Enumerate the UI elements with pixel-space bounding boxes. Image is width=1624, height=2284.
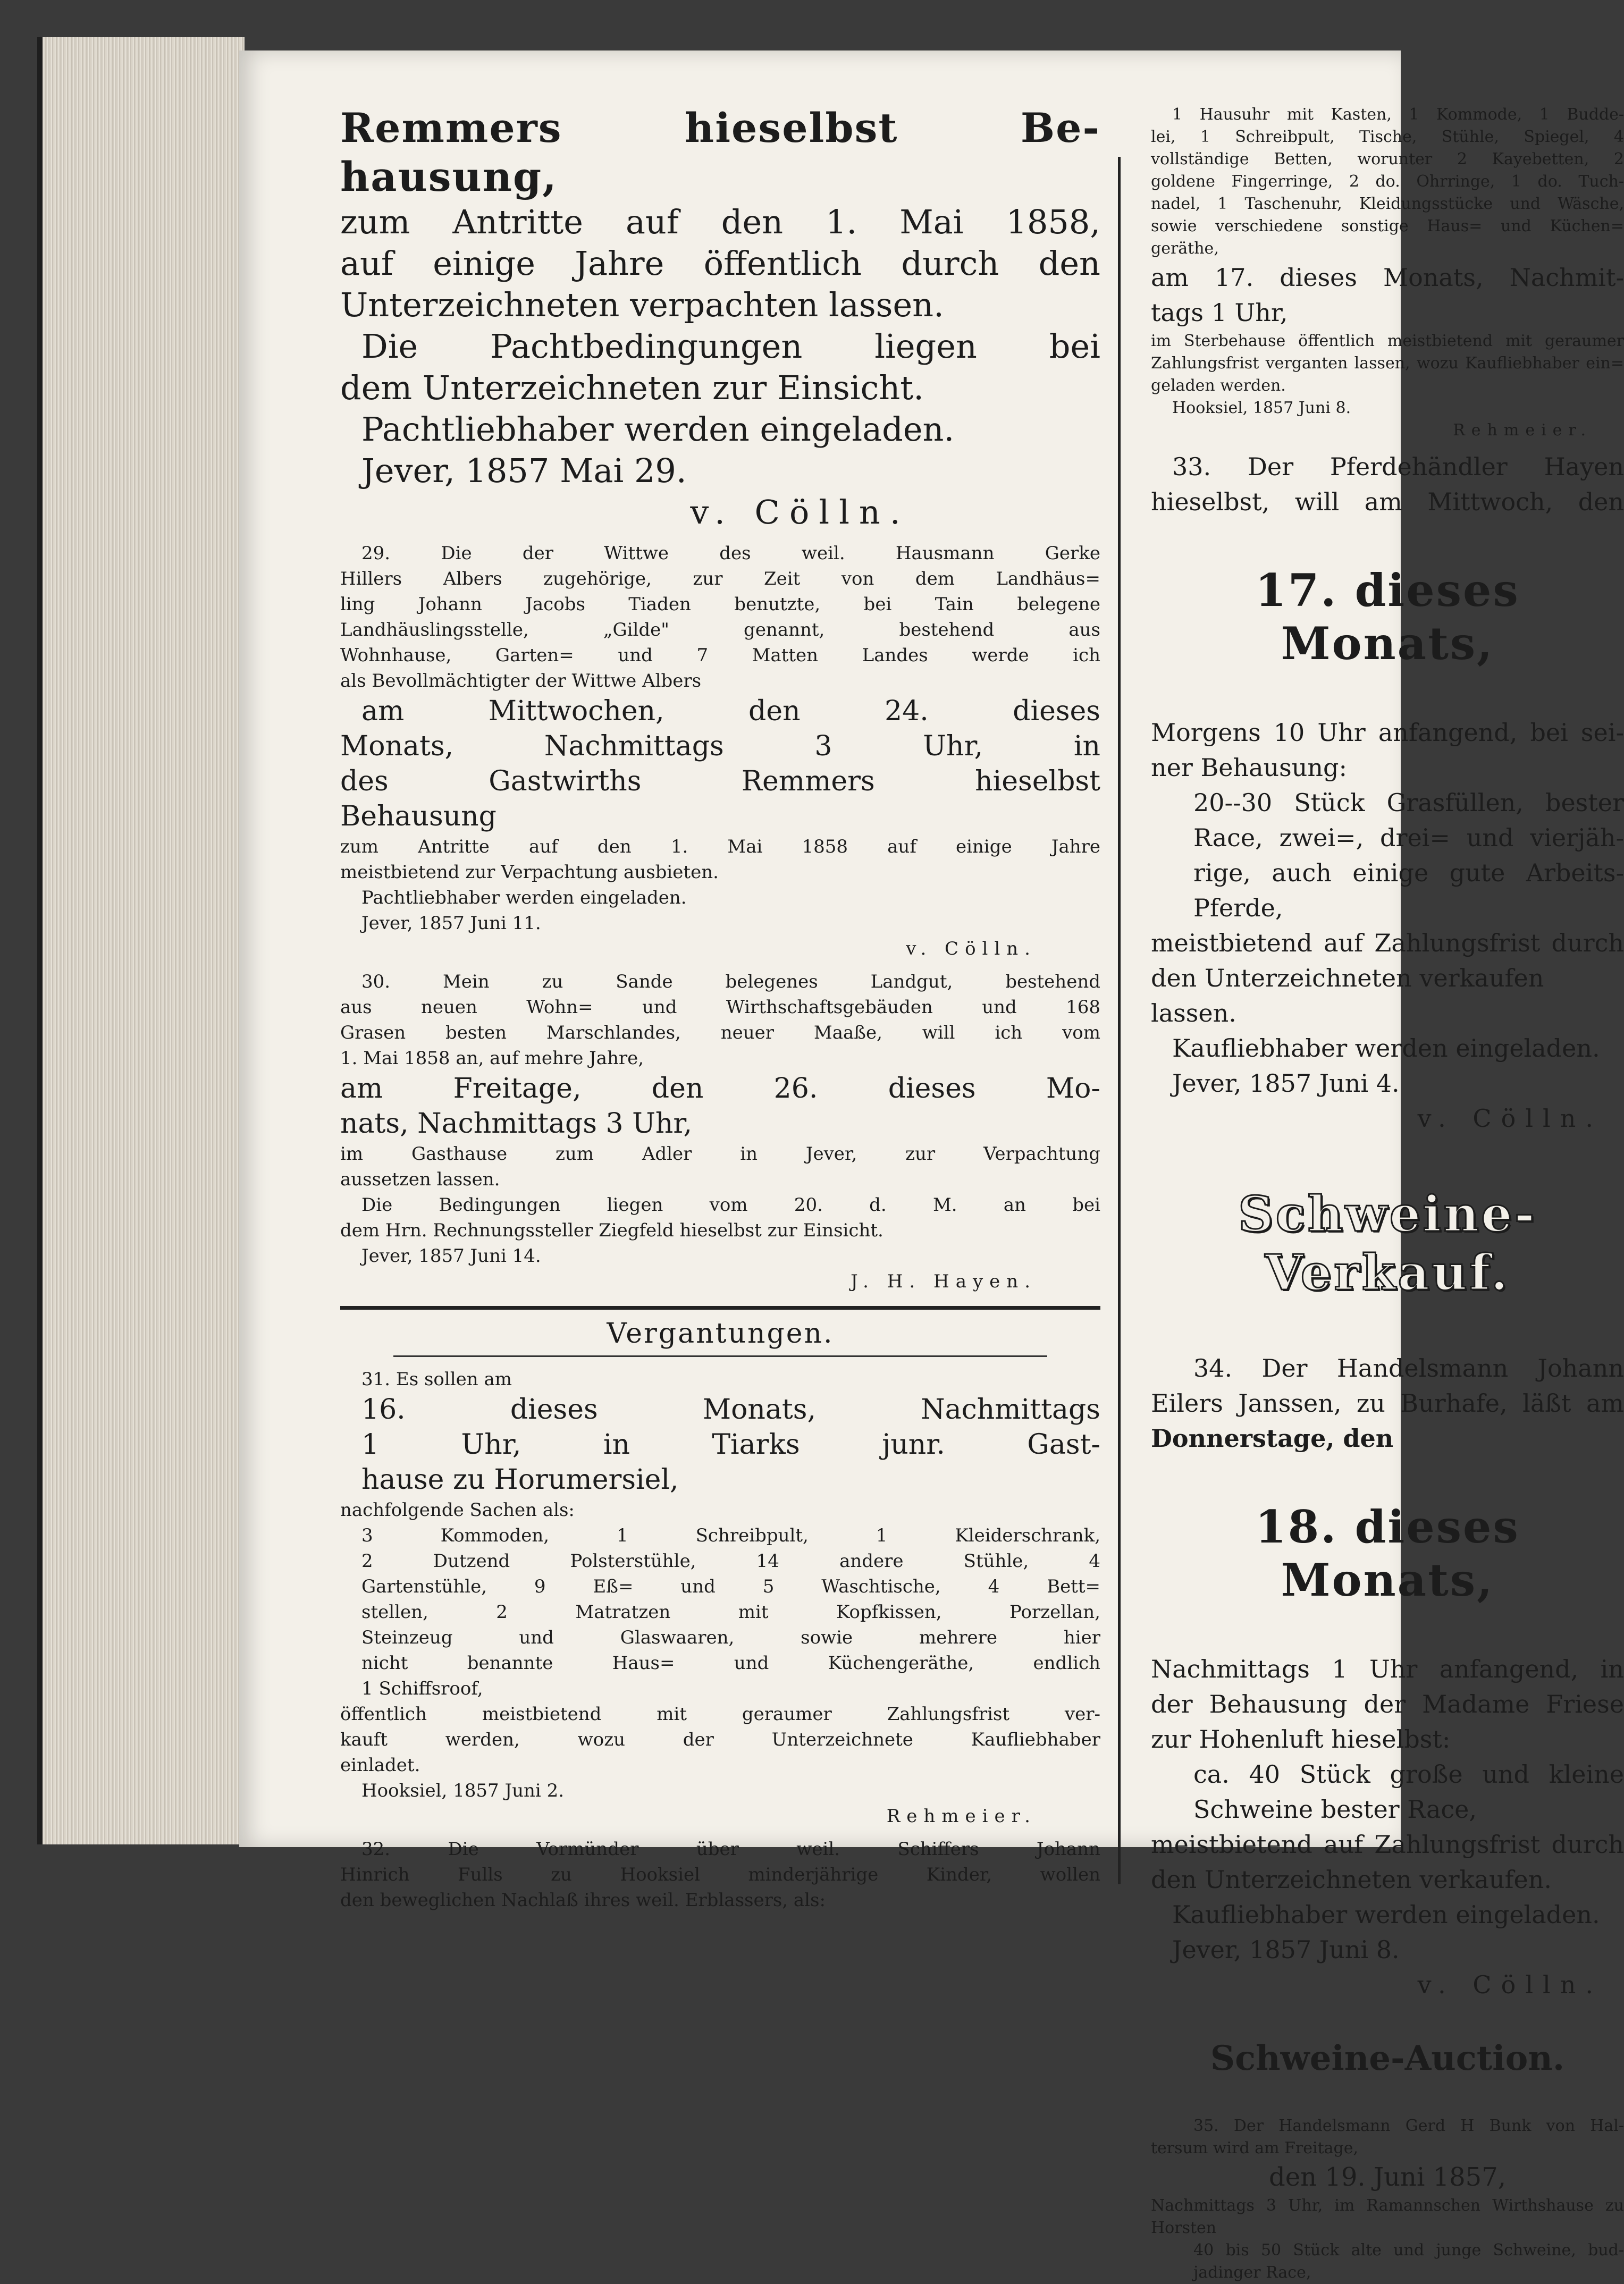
- notice-33-text: ner Behausung:: [1151, 753, 1347, 782]
- notice-30-emphasis: nats, Nachmittags 3 Uhr,: [340, 1108, 693, 1140]
- notice-32-continued: sowie verschiedene sonstige Haus= und Küchen=: [1151, 217, 1624, 235]
- book-page-edges: [37, 37, 245, 1844]
- left-column: [340, 104, 1100, 1913]
- notice-32-continued: nadel, 1 Taschenuhr, Kleidungsstücke und Wäsche,: [1151, 195, 1624, 213]
- notice-31-text: kauft werden, wozu der Unterzeichnete Kaufliebhaber: [340, 1729, 1100, 1750]
- notice-31-item: Gartenstühle, 9 Eß= und 5 Waschtische, 4 Bett=: [361, 1576, 1100, 1597]
- notice-33-text: 33. Der Pferdehändler Hayen: [1172, 452, 1624, 481]
- notice-29-emphasis: Monats, Nachmittags 3 Uhr, in: [340, 730, 1100, 762]
- notice-34-title: 18. dieses Monats,: [1255, 1501, 1520, 1606]
- notice-32-text: den beweglichen Nachlaß ihres weil. Erblassers, als:: [340, 1890, 826, 1911]
- notice-29-text: 29. Die der Wittwe des weil. Hausmann Gerke: [361, 543, 1100, 564]
- notice-32-text: 32. Die Vormünder über weil. Schiffers Johann: [361, 1839, 1100, 1860]
- notice-34-text: zur Hohenluft hieselbst:: [1151, 1725, 1451, 1754]
- section-divider: [340, 1306, 1100, 1310]
- notice-35-item: 40 bis 50 Stück alte und junge Schweine, bud-: [1193, 2241, 1624, 2260]
- notice-31-item: 2 Dutzend Polsterstühle, 14 andere Stühle, 4: [361, 1550, 1100, 1572]
- notice-text: zum Antritte auf den 1. Mai 1858,: [340, 203, 1100, 241]
- section-heading: Vergantungen.: [393, 1316, 1047, 1357]
- notice-30-text: aus neuen Wohn= und Wirthschaftsgebäuden und 168: [340, 997, 1100, 1018]
- auction-title: Schweine-Auction.: [1210, 2038, 1565, 2078]
- notice-34-text: den Unterzeichneten verkaufen.: [1151, 1865, 1552, 1894]
- headline-line: hausung,: [340, 153, 558, 200]
- notice-33-item: Pferde,: [1193, 894, 1283, 922]
- notice-date: Jever, 1857 Mai 29.: [361, 451, 687, 490]
- notice-34-text: Kaufliebhaber werden eingeladen.: [1172, 1900, 1600, 1929]
- notice-31-item: stellen, 2 Matratzen mit Kopfkissen, Porzellan,: [361, 1602, 1100, 1623]
- notice-30-date: Jever, 1857 Juni 14.: [361, 1245, 541, 1267]
- newspaper-page: [239, 50, 1624, 2282]
- notice-32-text: im Sterbehause öffentlich meistbietend mit geraumer: [1151, 332, 1624, 350]
- notice-34-signature: v. Cölln.: [1417, 1970, 1603, 1999]
- notice-35-date: den 19. Juni 1857,: [1269, 2162, 1506, 2192]
- notice-32-text: geladen werden.: [1151, 376, 1286, 395]
- notice-31-item: Steinzeug und Glaswaaren, sowie mehrere hier: [361, 1627, 1100, 1648]
- notice-33-date: Jever, 1857 Juni 4.: [1172, 1069, 1400, 1098]
- notice-29-text: Landhäuslingsstelle, „Gilde" genannt, bestehend aus: [340, 619, 1100, 640]
- notice-29-date: Jever, 1857 Juni 11.: [361, 913, 541, 934]
- notice-34-text: Nachmittags 1 Uhr anfangend, in: [1151, 1655, 1624, 1683]
- notice-30-signature: J. H. Hayen.: [851, 1271, 1037, 1292]
- notice-34-text: meistbietend auf Zahlungsfrist durch: [1151, 1830, 1624, 1859]
- notice-34-text: 34. Der Handelsmann Johann: [1193, 1354, 1624, 1383]
- sale-title: Schweine-Verkauf.: [1238, 1185, 1537, 1301]
- notice-31-text: 31. Es sollen am: [361, 1369, 512, 1390]
- notice-30-text: 30. Mein zu Sande belegenes Landgut, bestehend: [361, 971, 1100, 992]
- notice-33-text: den Unterzeichneten verkaufen lassen.: [1151, 964, 1544, 1027]
- notice-33-text: Morgens 10 Uhr anfangend, bei sei-: [1151, 718, 1624, 747]
- notice-29-emphasis: am Mittwochen, den 24. dieses: [361, 695, 1100, 727]
- notice-32-emphasis: tags 1 Uhr,: [1151, 298, 1288, 327]
- notice-33-signature: v. Cölln.: [1417, 1104, 1603, 1133]
- notice-33-item: 20--30 Stück Grasfüllen, bester: [1193, 788, 1624, 817]
- notice-31-date: Hooksiel, 1857 Juni 2.: [361, 1780, 565, 1801]
- notice-30-text: im Gasthause zum Adler in Jever, zur Verpachtung: [340, 1143, 1100, 1165]
- notice-34-text: Donnerstage, den: [1151, 1424, 1394, 1453]
- notice-32-continued: lei, 1 Schreibpult, Tische, Stühle, Spiegel, 4: [1151, 128, 1624, 146]
- notice-32-continued: geräthe,: [1151, 239, 1219, 258]
- notice-31-emphasis: 16. dieses Monats, Nachmittags: [361, 1394, 1100, 1426]
- notice-32-text: Zahlungsfrist verganten lassen, wozu Kaufliebhaber ein=: [1151, 354, 1624, 373]
- notice-signature: v. Cölln.: [690, 493, 910, 532]
- notice-29-text: Wohnhause, Garten= und 7 Matten Landes werde ich: [340, 645, 1100, 666]
- notice-33-item: Race, zwei=, drei= und vierjäh-: [1193, 823, 1624, 852]
- notice-31-signature: Rehmeier.: [886, 1806, 1037, 1827]
- notice-29-text: Hillers Albers zugehörige, zur Zeit von dem Landhäus=: [340, 568, 1100, 589]
- notice-text: auf einige Jahre öffentlich durch den: [340, 244, 1100, 283]
- notice-34-date: Jever, 1857 Juni 8.: [1172, 1935, 1400, 1964]
- notice-29-text: Pachtliebhaber werden eingeladen.: [361, 887, 687, 908]
- notice-35-text: 35. Der Handelsmann Gerd H Bunk von Hal-: [1193, 2117, 1624, 2135]
- notice-31-item: 1 Schiffsroof,: [361, 1678, 483, 1699]
- notice-text: Die Pachtbedingungen liegen bei: [361, 327, 1100, 366]
- notice-33-item: rige, auch einige gute Arbeits-: [1193, 858, 1624, 887]
- headline-line: Remmers hieselbst Be-: [340, 104, 1100, 151]
- notice-34-text: der Behausung der Madame Friese: [1151, 1690, 1624, 1718]
- right-column: [1151, 104, 1624, 2284]
- notice-30-text: aussetzen lassen.: [340, 1169, 500, 1190]
- notice-32-signature: Rehmeier.: [1453, 421, 1592, 440]
- notice-31-emphasis: 1 Uhr, in Tiarks junr. Gast-: [361, 1429, 1100, 1461]
- notice-32-text: Hinrich Fulls zu Hooksiel minderjährige Kinder, wollen: [340, 1864, 1100, 1885]
- notice-29-text: als Bevollmächtigter der Wittwe Albers: [340, 670, 702, 692]
- notice-33-title: 17. dieses Monats,: [1255, 564, 1520, 670]
- notice-30-emphasis: am Freitage, den 26. dieses Mo-: [340, 1073, 1100, 1105]
- notice-29-emphasis: Behausung: [340, 800, 497, 832]
- notice-31-emphasis: hause zu Horumersiel,: [361, 1464, 679, 1496]
- notice-31-text: öffentlich meistbietend mit geraumer Zahlungsfrist ver-: [340, 1704, 1100, 1725]
- notice-34-item: ca. 40 Stück große und kleine: [1193, 1760, 1624, 1789]
- notice-29-signature: v. Cölln.: [906, 938, 1037, 959]
- notice-32-continued: 1 Hausuhr mit Kasten, 1 Kommode, 1 Budde-: [1172, 105, 1624, 124]
- notice-35-text: tersum wird am Freitage,: [1151, 2139, 1359, 2157]
- notice-33-text: hieselbst, will am Mittwoch, den: [1151, 487, 1624, 516]
- notice-35-text: Nachmittags 3 Uhr, im Ramannschen Wirthshause zu: [1151, 2196, 1624, 2215]
- notice-32-continued: vollständige Betten, worunter 2 Kayebetten, 2: [1151, 150, 1624, 168]
- notice-32-continued: goldene Fingerringe, 2 do. Ohrringe, 1 do. Tuch-: [1151, 172, 1624, 191]
- notice-30-text: 1. Mai 1858 an, auf mehre Jahre,: [340, 1048, 644, 1069]
- notice-29-text: meistbietend zur Verpachtung ausbieten.: [340, 862, 719, 883]
- notice-30-text: Die Bedingungen liegen vom 20. d. M. an bei: [361, 1194, 1100, 1216]
- notice-33-text: Kaufliebhaber werden eingeladen.: [1172, 1034, 1600, 1063]
- notice-text: dem Unterzeichneten zur Einsicht.: [340, 368, 924, 407]
- notice-29-text: ling Johann Jacobs Tiaden benutzte, bei Tain belegene: [340, 594, 1100, 615]
- notice-34-text: Eilers Janssen, zu Burhafe, läßt am: [1151, 1389, 1624, 1418]
- notice-30-text: dem Hrn. Rechnungssteller Ziegfeld hieselbst zur Einsicht.: [340, 1220, 883, 1241]
- notice-33-text: meistbietend auf Zahlungsfrist durch: [1151, 929, 1624, 957]
- notice-text: Unterzeichneten verpachten lassen.: [340, 285, 944, 324]
- notice-31-item: nicht benannte Haus= und Küchengeräthe, endlich: [361, 1653, 1100, 1674]
- notice-32-emphasis: am 17. dieses Monats, Nachmit-: [1151, 263, 1624, 292]
- notice-35-item: jadinger Race,: [1193, 2263, 1311, 2282]
- notice-35-text: Horsten: [1151, 2219, 1217, 2237]
- column-divider: [1118, 157, 1121, 1884]
- notice-29-emphasis: des Gastwirths Remmers hieselbst: [340, 765, 1100, 797]
- notice-29-text: zum Antritte auf den 1. Mai 1858 auf einige Jahre: [340, 836, 1100, 857]
- notice-31-text: nachfolgende Sachen als:: [340, 1499, 575, 1521]
- notice-32-date: Hooksiel, 1857 Juni 8.: [1172, 399, 1351, 417]
- notice-30-text: Grasen besten Marschlandes, neuer Maaße, will ich vom: [340, 1022, 1100, 1043]
- notice-31-text: einladet.: [340, 1755, 420, 1776]
- notice-34-item: Schweine bester Race,: [1193, 1795, 1477, 1824]
- notice-text: Pachtliebhaber werden eingeladen.: [361, 410, 955, 449]
- notice-31-item: 3 Kommoden, 1 Schreibpult, 1 Kleiderschrank,: [361, 1525, 1100, 1546]
